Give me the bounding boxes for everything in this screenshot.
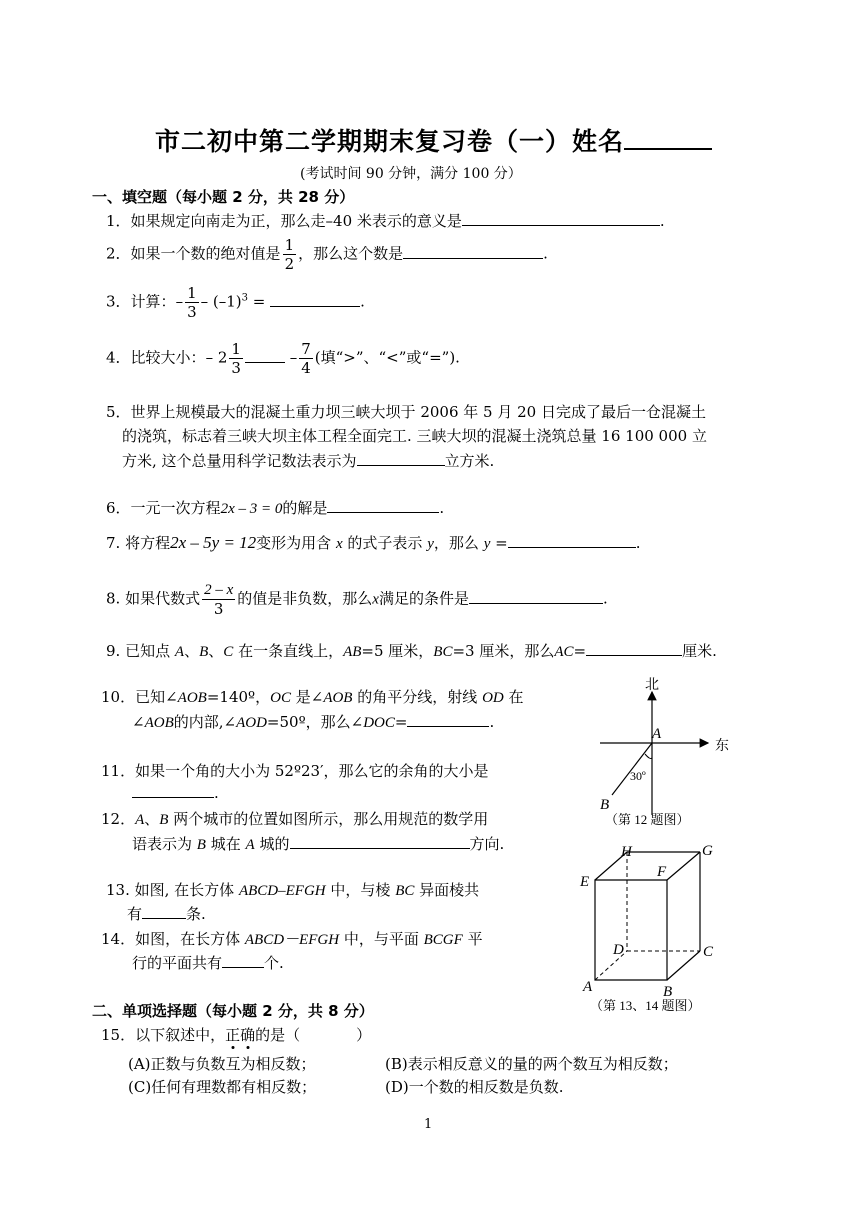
question-11: 11．如果一个角的大小为 52º23′，那么它的余角的大小是 <box>101 762 489 780</box>
question-14: 14．如图，在长方体 ABCD－EFGH 中，与平面 BCGF 平 <box>101 930 483 948</box>
answer-blank[interactable] <box>469 589 603 604</box>
answer-blank[interactable] <box>407 712 489 727</box>
exam-info: (考试时间 90 分钟，满分 100 分） <box>300 166 522 182</box>
answer-blank[interactable] <box>357 451 445 466</box>
question-3: 3．计算：– $\frac{1}{3}$ – $(-1)^3$ = . <box>106 284 365 321</box>
figure-12-caption: （第 12 题图） <box>605 812 690 827</box>
vertex-a-label: A <box>583 979 593 995</box>
east-label: 东 <box>715 739 729 754</box>
point-b-label: B <box>600 797 610 813</box>
option-b[interactable]: (B)表示相反意义的量的两个数互为相反数； <box>385 1055 678 1073</box>
page-title: 市二初中第二学期期末复习卷（一） <box>155 127 572 156</box>
name-label: 姓名 <box>572 122 712 158</box>
vertex-d-label: D <box>613 942 624 958</box>
question-5: 5．世界上规模最大的混凝土重力坝三峡大坝于 2006 年 5 月 20 日完成了最后一仓混凝土 <box>106 403 706 421</box>
question-1: 1．如果规定向南走为正，那么走–40 米表示的意义是 . <box>106 212 665 230</box>
answer-blank[interactable] <box>462 211 660 226</box>
question-13: 13. 如图, 在长方体 ABCD–EFGH 中，与棱 BC 异面棱共 <box>106 881 480 899</box>
answer-blank[interactable] <box>142 904 186 919</box>
answer-blank[interactable] <box>586 641 682 656</box>
question-14-line2: 行的平面共有 个. <box>132 954 284 972</box>
answer-blank[interactable] <box>222 953 264 968</box>
question-2: 2．如果一个数的绝对值是 $\frac{1}{2}$ ，那么这个数是 . <box>106 236 548 273</box>
angle-label: 30º <box>630 769 646 783</box>
question-10: 10．已知∠AOB=140º，OC 是∠AOB 的角平分线，射线 OD 在 <box>101 688 524 706</box>
option-d[interactable]: (D)一个数的相反数是负数. <box>385 1078 564 1096</box>
question-5-line3: 方米, 这个总量用科学记数法表示为 立方米. <box>122 452 495 470</box>
section-heading-choice: 二、单项选择题（每小题 2 分，共 8 分） <box>92 1002 374 1020</box>
answer-blank[interactable] <box>270 292 360 307</box>
question-5-line2: 的浇筑，标志着三峡大坝主体工程全面完工. 三峡大坝的混凝土浇筑总量 16 100 000 立 <box>122 427 707 445</box>
page-number: 1 <box>424 1117 433 1132</box>
answer-blank[interactable] <box>290 834 470 849</box>
question-8: 8. 如果代数式 $\frac{2 - x}{3}$ 的值是非负数，那么x满足的条件是 . <box>106 582 608 618</box>
name-blank[interactable] <box>624 122 712 150</box>
edge-fg <box>667 852 700 880</box>
fraction: $\frac{1}{3}$ <box>231 340 241 377</box>
fraction: $\frac{1}{3}$ <box>187 284 197 321</box>
fraction: $\frac{1}{2}$ <box>284 236 295 273</box>
fraction: $\frac{7}{4}$ <box>301 340 311 377</box>
vertex-c-label: C <box>703 944 714 960</box>
point-a-label: A <box>652 726 662 742</box>
angle-arc <box>645 754 652 759</box>
answer-blank[interactable] <box>132 783 214 798</box>
question-9: 9. 已知点 A、B、C 在一条直线上，AB=5 厘米，BC=3 厘米，那么AC= 厘米. <box>106 642 717 660</box>
edge-bc <box>667 951 700 980</box>
vertex-b-label: B <box>663 984 673 1000</box>
question-12-line2: 语表示为 B 城在 A 城的 方向. <box>132 835 505 853</box>
question-15: 15．以下叙述中，正确的是（ ） <box>101 1026 372 1044</box>
fraction: $\frac{2 - x}{3}$ <box>204 582 234 618</box>
vertex-e-label: E <box>580 874 590 890</box>
vertex-g-label: G <box>702 843 713 859</box>
question-13-line2: 有 条. <box>127 905 206 923</box>
figure-13-cuboid <box>575 838 735 1018</box>
front-face <box>595 880 667 980</box>
question-6: 6．一元一次方程2x – 3 = 0的解是 . <box>106 499 445 517</box>
answer-blank[interactable] <box>245 348 285 363</box>
vertex-f-label: F <box>657 864 667 880</box>
answer-blank[interactable] <box>508 533 636 548</box>
question-11-line2: . <box>132 782 219 804</box>
figure-12-compass <box>590 670 740 835</box>
section-heading-fill: 一、填空题（每小题 2 分，共 28 分） <box>92 188 355 206</box>
answer-blank[interactable] <box>403 244 543 259</box>
question-12: 12．A、B 两个城市的位置如图所示，那么用规范的数学用 <box>101 810 489 828</box>
option-c[interactable]: (C)任何有理数都有相反数； <box>128 1078 317 1096</box>
question-4: 4．比较大小：– 2 $\frac{1}{3}$ – $\frac{7}{4}$ (填“>”、“<”或“=”). <box>106 340 460 377</box>
north-label: 北 <box>645 678 659 693</box>
question-10-line2: ∠AOB的内部,∠AOD=50º，那么∠DOC= . <box>132 713 495 731</box>
answer-blank[interactable] <box>327 498 439 513</box>
question-7: 7. 将方程2x – 5y = 12变形为用含 x 的式子表示 y，那么 y = . <box>106 533 641 552</box>
option-a[interactable]: (A)正数与负数互为相反数； <box>128 1055 316 1073</box>
vertex-h-label: H <box>621 844 632 860</box>
figure-13-caption: （第 13、14 题图） <box>590 998 701 1013</box>
